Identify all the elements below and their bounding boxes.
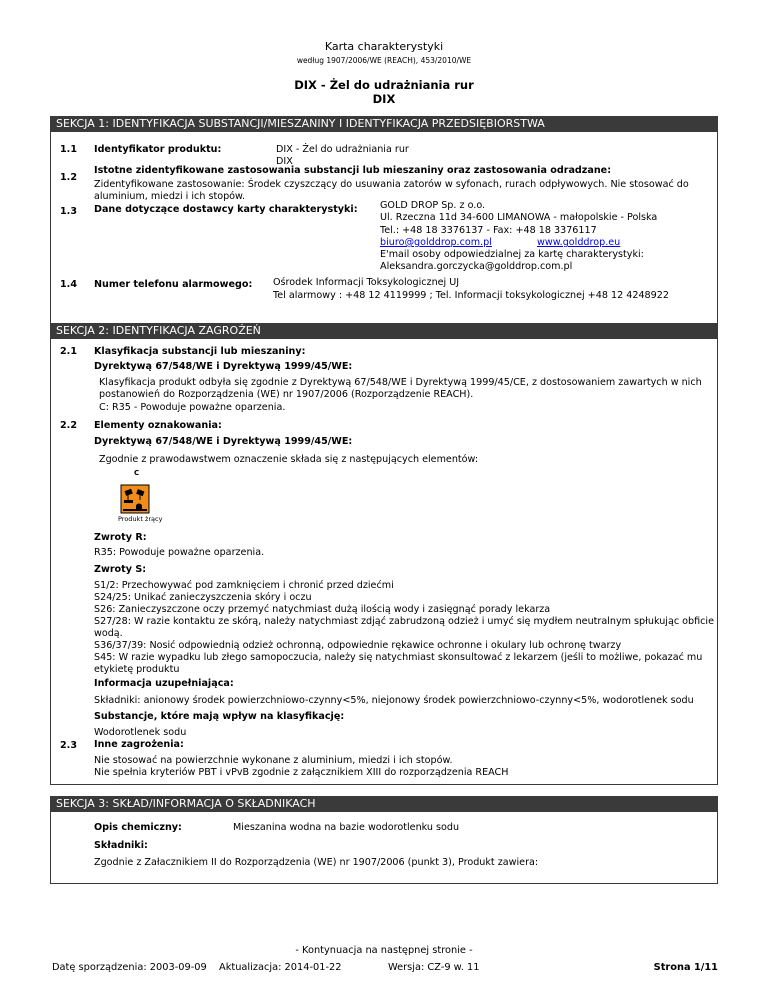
classifying-substance: Wodorotlenek sodu (94, 727, 187, 738)
prepared-date: Datę sporządzenia: 2003-09-09 (52, 962, 207, 973)
updated-date: Aktualizacja: 2014-01-22 (219, 962, 342, 973)
section-1-3-number: 1.3 (60, 206, 77, 217)
responsible-person-email: Aleksandra.gorczycka@golddrop.com.pl (380, 261, 573, 272)
emergency-phones: Tel alarmowy : +48 12 4119999 ; Tel. Informacji toksykologicznej +48 12 4248922 (273, 290, 669, 301)
product-name: DIX - Żel do udrażniania rur (294, 78, 474, 92)
section-2-3-label: Inne zagrożenia: (94, 739, 184, 750)
s-phrase-line: wodą. (94, 628, 123, 639)
page-number: Strona 1/11 (653, 962, 718, 973)
section-1-2-label: Istotne zidentyfikowane zastosowania substancji lub mieszaniny oraz zastosowania odradzane: (94, 165, 612, 176)
section-2-1-number: 2.1 (60, 346, 77, 357)
section-1-header: SEKCJA 1: IDENTYFIKACJA SUBSTANCJI/MIESZANINY I IDENTYFIKACJA PRZEDSIĘBIORSTWA (50, 116, 718, 132)
version: Wersja: CZ-9 w. 11 (388, 962, 480, 973)
section-1-4-number: 1.4 (60, 279, 77, 290)
supplementary-info-title: Informacja uzupełniająca: (94, 678, 234, 689)
identified-uses-text: Zidentyfikowane zastosowanie: Środek czyszczący do usuwania zatorów w syfonach, rurach odpływowych. Nie stosować do (94, 179, 689, 190)
s-phrase-line: etykietę produktu (94, 664, 180, 675)
product-identifier-code: DIX (276, 156, 293, 167)
emergency-center: Ośrodek Informacji Toksykologicznej UJ (273, 277, 460, 288)
section-2-1-label: Klasyfikacja substancji lub mieszaniny: (94, 346, 306, 357)
pictogram-code: C (134, 469, 140, 477)
s-phrase-line: S36/37/39: Nosić odpowiednią odzież ochronną, odpowiednie rękawice ochronne i okulary lub ochronę twarzy (94, 640, 622, 651)
continuation-note: - Kontynuacja na następnej stronie - (295, 945, 473, 956)
identified-uses-text-cont: aluminium, miedzi i ich stopów. (94, 191, 246, 202)
section-2-2-directive: Dyrektywą 67/548/WE i Dyrektywą 1999/45/WE: (94, 436, 353, 447)
classification-text: Klasyfikacja produkt odbyła się zgodnie z Dyrektywą 67/548/WE i Dyrektywą 1999/45/CE, z dostosowaniem zawartych w nich (99, 377, 702, 388)
labelling-intro: Zgodnie z prawodawstwem oznaczenie składa się z następujących elementów: (99, 454, 479, 465)
classification-text-cont: postanowień do Rozporządzenia (WE) nr 1907/2006 (Rozporządzenie REACH). (99, 389, 474, 400)
chemical-description-value: Mieszanina wodna na bazie wodorotlenku sodu (233, 822, 460, 833)
classification-code: C: R35 - Powoduje poważne oparzenia. (99, 402, 286, 413)
section-1-1-label: Identyfikator produktu: (94, 144, 222, 155)
classifying-substances-title: Substancje, które mają wpływ na klasyfikację: (94, 711, 345, 722)
chemical-description-label: Opis chemiczny: (94, 822, 182, 833)
product-identifier-name: DIX - Żel do udrażniania rur (276, 144, 409, 155)
supplier-company: GOLD DROP Sp. z o.o. (380, 200, 486, 211)
s-phrase-line: S27/28: W razie kontaktu ze skórą, należy natychmiast zdjąć zabrudzoną odzież i umyć się mydłem neutralnym spłukując obficie (94, 616, 715, 627)
supplementary-info-text: Składniki: anionowy środek powierzchniowo-czynny<5%, niejonowy środek powierzchniowo-czynny<5%, wodorotlenek sodu (94, 695, 694, 706)
section-2-3-number: 2.3 (60, 740, 77, 751)
section-1-1-number: 1.1 (60, 144, 77, 155)
supplier-website-link[interactable]: www.golddrop.eu (537, 237, 621, 248)
s-phrase-line: S45: W razie wypadku lub złego samopoczucia, należy się natychmiast skonsultować z lekarzem (jeśli to możliwe, pokazać mu (94, 652, 703, 663)
section-1-3-label: Dane dotyczące dostawcy karty charakterystyki: (94, 204, 358, 215)
product-code: DIX (372, 92, 396, 106)
s-phrase-line: S1/2: Przechowywać pod zamknięciem i chronić przed dziećmi (94, 580, 394, 591)
s-phrases-title: Zwroty S: (94, 564, 147, 575)
pictogram-caption: Produkt żrący (118, 515, 163, 523)
section-1-4-label: Numer telefonu alarmowego: (94, 279, 253, 290)
components-label: Składniki: (94, 840, 148, 851)
components-text: Zgodnie z Załacznikiem II do Rozporządzenia (WE) nr 1907/2006 (punkt 3), Produkt zawiera: (94, 857, 539, 868)
section-3-header: SEKCJA 3: SKŁAD/INFORMACJA O SKŁADNIKACH (50, 796, 718, 812)
section-2-header: SEKCJA 2: IDENTYFIKACJA ZAGROŻEŃ (50, 323, 718, 339)
regulation-reference: według 1907/2006/WE (REACH), 453/2010/WE (296, 56, 472, 65)
r-phrase-r35: R35: Powoduje poważne oparzenia. (94, 547, 265, 558)
section-2-1-directive: Dyrektywą 67/548/WE i Dyrektywą 1999/45/WE: (94, 361, 353, 372)
supplier-email-link[interactable]: biuro@golddrop.com.pl (380, 237, 492, 248)
s-phrase-line: S26: Zanieczyszczone oczy przemyć natychmiast dużą ilością wody i zasięgnąć porady lekarza (94, 604, 551, 615)
section-2-2-number: 2.2 (60, 420, 77, 431)
corrosive-icon (104, 482, 164, 512)
section-2-2-label: Elementy oznakowania: (94, 420, 222, 431)
other-hazards-text: Nie stosować na powierzchnie wykonane z aluminium, miedzi i ich stopów. (94, 755, 453, 766)
supplier-phone-fax: Tel.: +48 18 3376137 - Fax: +48 18 3376117 (380, 225, 597, 236)
supplier-address: Ul. Rzeczna 11d 34-600 LIMANOWA - małopolskie - Polska (380, 212, 658, 223)
other-hazards-text-cont: Nie spełnia kryteriów PBT i vPvB zgodnie z załącznikiem XIII do rozporządzenia REACH (94, 767, 509, 778)
document-title: Karta charakterystyki (324, 40, 444, 53)
responsible-person-label: E'mail osoby odpowiedzialnej za kartę charakterystyki: (380, 249, 644, 260)
r-phrases-title: Zwroty R: (94, 532, 147, 543)
s-phrase-line: S24/25: Unikać zanieczyszczenia skóry i oczu (94, 592, 312, 603)
section-1-2-number: 1.2 (60, 172, 77, 183)
